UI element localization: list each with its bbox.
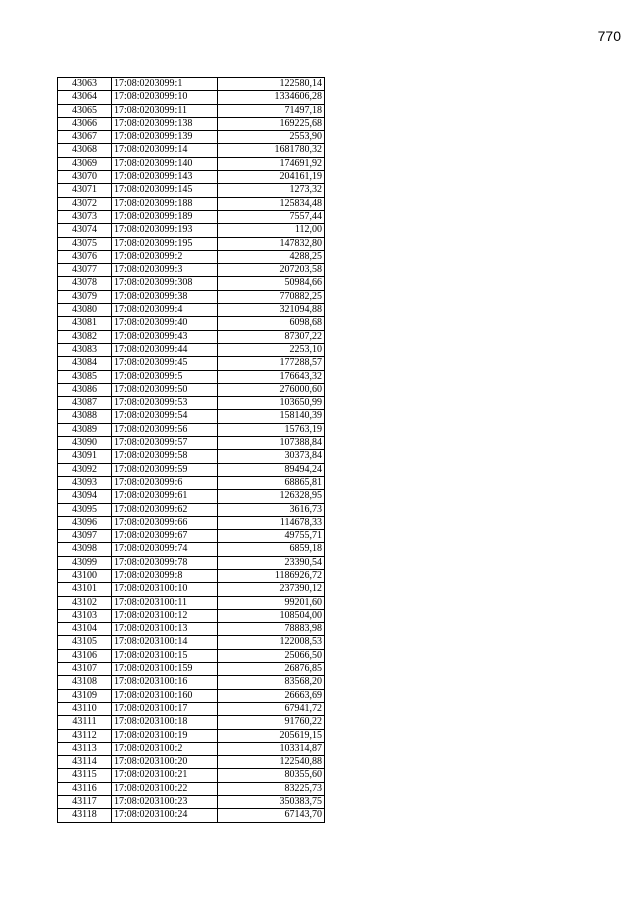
value-cell: 177288,57	[218, 357, 325, 370]
table-row	[58, 796, 325, 809]
value-cell: 108504,00	[218, 609, 325, 622]
value-cell: 204161,19	[218, 171, 325, 184]
cadastral-number-cell: 17:08:0203100:21	[112, 769, 218, 782]
value-cell: 26876,85	[218, 663, 325, 676]
cadastral-number-cell: 17:08:0203100:11	[112, 596, 218, 609]
row-number-cell: 43084	[58, 357, 112, 370]
value-cell: 15763,19	[218, 423, 325, 436]
row-number-cell: 43068	[58, 144, 112, 157]
value-cell: 71497,18	[218, 104, 325, 117]
row-number-cell: 43074	[58, 224, 112, 237]
value-cell: 6859,18	[218, 543, 325, 556]
cadastral-number-cell: 17:08:0203099:5	[112, 370, 218, 383]
table-row	[58, 569, 325, 582]
value-cell: 321094,88	[218, 304, 325, 317]
cadastral-number-cell: 17:08:0203099:44	[112, 343, 218, 356]
page-number: 770	[597, 28, 621, 44]
table-row	[58, 397, 325, 410]
value-cell: 23390,54	[218, 556, 325, 569]
value-cell: 1273,32	[218, 184, 325, 197]
table-row	[58, 343, 325, 356]
table-row	[58, 144, 325, 157]
table-row	[58, 463, 325, 476]
row-number-cell: 43097	[58, 530, 112, 543]
value-cell: 83225,73	[218, 782, 325, 795]
table-row	[58, 716, 325, 729]
value-cell: 89494,24	[218, 463, 325, 476]
table-row	[58, 450, 325, 463]
cadastral-number-cell: 17:08:0203099:56	[112, 423, 218, 436]
cadastral-number-cell: 17:08:0203099:62	[112, 503, 218, 516]
table-row	[58, 117, 325, 130]
cadastral-number-cell: 17:08:0203100:10	[112, 583, 218, 596]
row-number-cell: 43066	[58, 117, 112, 130]
cadastral-number-cell: 17:08:0203099:10	[112, 91, 218, 104]
cadastral-number-cell: 17:08:0203099:4	[112, 304, 218, 317]
table-row	[58, 623, 325, 636]
row-number-cell: 43094	[58, 490, 112, 503]
value-cell: 3616,73	[218, 503, 325, 516]
cadastral-number-cell: 17:08:0203099:50	[112, 383, 218, 396]
cadastral-number-cell: 17:08:0203100:2	[112, 742, 218, 755]
value-cell: 103314,87	[218, 742, 325, 755]
row-number-cell: 43081	[58, 317, 112, 330]
cadastral-number-cell: 17:08:0203100:24	[112, 809, 218, 822]
value-cell: 237390,12	[218, 583, 325, 596]
table-row	[58, 490, 325, 503]
value-cell: 122540,88	[218, 756, 325, 769]
table-row	[58, 543, 325, 556]
cadastral-number-cell: 17:08:0203099:67	[112, 530, 218, 543]
value-cell: 1186926,72	[218, 569, 325, 582]
value-cell: 207203,58	[218, 264, 325, 277]
cadastral-number-cell: 17:08:0203099:66	[112, 516, 218, 529]
table-row	[58, 197, 325, 210]
row-number-cell: 43104	[58, 623, 112, 636]
table-row	[58, 729, 325, 742]
value-cell: 87307,22	[218, 330, 325, 343]
row-number-cell: 43105	[58, 636, 112, 649]
value-cell: 26663,69	[218, 689, 325, 702]
row-number-cell: 43091	[58, 450, 112, 463]
table-row	[58, 609, 325, 622]
value-cell: 30373,84	[218, 450, 325, 463]
value-cell: 169225,68	[218, 117, 325, 130]
table-row	[58, 184, 325, 197]
value-cell: 25066,50	[218, 649, 325, 662]
row-number-cell: 43088	[58, 410, 112, 423]
row-number-cell: 43089	[58, 423, 112, 436]
table-row	[58, 78, 325, 91]
row-number-cell: 43087	[58, 397, 112, 410]
row-number-cell: 43107	[58, 663, 112, 676]
table-row	[58, 530, 325, 543]
cadastral-number-cell: 17:08:0203099:188	[112, 197, 218, 210]
table-row	[58, 742, 325, 755]
cadastral-value-table	[57, 77, 325, 823]
cadastral-number-cell: 17:08:0203099:61	[112, 490, 218, 503]
value-cell: 125834,48	[218, 197, 325, 210]
row-number-cell: 43109	[58, 689, 112, 702]
value-cell: 350383,75	[218, 796, 325, 809]
row-number-cell: 43115	[58, 769, 112, 782]
table-row	[58, 437, 325, 450]
row-number-cell: 43103	[58, 609, 112, 622]
cadastral-number-cell: 17:08:0203100:12	[112, 609, 218, 622]
table-row	[58, 237, 325, 250]
row-number-cell: 43118	[58, 809, 112, 822]
row-number-cell: 43076	[58, 250, 112, 263]
row-number-cell: 43095	[58, 503, 112, 516]
value-cell: 174691,92	[218, 157, 325, 170]
value-cell: 1681780,32	[218, 144, 325, 157]
table-row	[58, 290, 325, 303]
cadastral-number-cell: 17:08:0203099:74	[112, 543, 218, 556]
cadastral-number-cell: 17:08:0203099:140	[112, 157, 218, 170]
cadastral-number-cell: 17:08:0203100:160	[112, 689, 218, 702]
value-cell: 68865,81	[218, 476, 325, 489]
value-cell: 2253,10	[218, 343, 325, 356]
row-number-cell: 43100	[58, 569, 112, 582]
row-number-cell: 43111	[58, 716, 112, 729]
table-row	[58, 210, 325, 223]
table-row	[58, 636, 325, 649]
row-number-cell: 43085	[58, 370, 112, 383]
table-body	[58, 78, 325, 823]
cadastral-number-cell: 17:08:0203099:145	[112, 184, 218, 197]
cadastral-number-cell: 17:08:0203100:159	[112, 663, 218, 676]
table-row	[58, 370, 325, 383]
row-number-cell: 43069	[58, 157, 112, 170]
row-number-cell: 43072	[58, 197, 112, 210]
row-number-cell: 43063	[58, 78, 112, 91]
cadastral-number-cell: 17:08:0203099:143	[112, 171, 218, 184]
row-number-cell: 43117	[58, 796, 112, 809]
value-cell: 147832,80	[218, 237, 325, 250]
row-number-cell: 43090	[58, 437, 112, 450]
table-row	[58, 171, 325, 184]
cadastral-number-cell: 17:08:0203100:20	[112, 756, 218, 769]
table-row	[58, 702, 325, 715]
cadastral-number-cell: 17:08:0203099:6	[112, 476, 218, 489]
row-number-cell: 43101	[58, 583, 112, 596]
value-cell: 176643,32	[218, 370, 325, 383]
value-cell: 4288,25	[218, 250, 325, 263]
cadastral-number-cell: 17:08:0203099:43	[112, 330, 218, 343]
cadastral-number-cell: 17:08:0203099:193	[112, 224, 218, 237]
row-number-cell: 43093	[58, 476, 112, 489]
row-number-cell: 43114	[58, 756, 112, 769]
cadastral-number-cell: 17:08:0203100:18	[112, 716, 218, 729]
table-row	[58, 357, 325, 370]
cadastral-number-cell: 17:08:0203099:40	[112, 317, 218, 330]
table-row	[58, 264, 325, 277]
table-row	[58, 689, 325, 702]
value-cell: 67143,70	[218, 809, 325, 822]
cadastral-number-cell: 17:08:0203099:308	[112, 277, 218, 290]
cadastral-number-cell: 17:08:0203099:57	[112, 437, 218, 450]
cadastral-number-cell: 17:08:0203099:45	[112, 357, 218, 370]
row-number-cell: 43075	[58, 237, 112, 250]
row-number-cell: 43078	[58, 277, 112, 290]
cadastral-number-cell: 17:08:0203099:14	[112, 144, 218, 157]
row-number-cell: 43099	[58, 556, 112, 569]
row-number-cell: 43082	[58, 330, 112, 343]
cadastral-number-cell: 17:08:0203100:15	[112, 649, 218, 662]
cadastral-number-cell: 17:08:0203100:13	[112, 623, 218, 636]
row-number-cell: 43073	[58, 210, 112, 223]
cadastral-number-cell: 17:08:0203100:19	[112, 729, 218, 742]
value-cell: 6098,68	[218, 317, 325, 330]
table-row	[58, 423, 325, 436]
table-row	[58, 330, 325, 343]
row-number-cell: 43070	[58, 171, 112, 184]
value-cell: 83568,20	[218, 676, 325, 689]
value-cell: 80355,60	[218, 769, 325, 782]
value-cell: 103650,99	[218, 397, 325, 410]
table-row	[58, 756, 325, 769]
value-cell: 49755,71	[218, 530, 325, 543]
value-cell: 50984,66	[218, 277, 325, 290]
table-row	[58, 503, 325, 516]
table-row	[58, 157, 325, 170]
cadastral-number-cell: 17:08:0203100:14	[112, 636, 218, 649]
cadastral-number-cell: 17:08:0203099:59	[112, 463, 218, 476]
cadastral-number-cell: 17:08:0203099:189	[112, 210, 218, 223]
cadastral-number-cell: 17:08:0203099:78	[112, 556, 218, 569]
row-number-cell: 43083	[58, 343, 112, 356]
table-row	[58, 676, 325, 689]
table-row	[58, 809, 325, 822]
value-cell: 112,00	[218, 224, 325, 237]
value-cell: 7557,44	[218, 210, 325, 223]
table-row	[58, 476, 325, 489]
value-cell: 114678,33	[218, 516, 325, 529]
value-cell: 122580,14	[218, 78, 325, 91]
cadastral-number-cell: 17:08:0203099:58	[112, 450, 218, 463]
cadastral-number-cell: 17:08:0203099:195	[112, 237, 218, 250]
table-row	[58, 649, 325, 662]
table-row	[58, 410, 325, 423]
value-cell: 122008,53	[218, 636, 325, 649]
cadastral-number-cell: 17:08:0203099:139	[112, 131, 218, 144]
value-cell: 126328,95	[218, 490, 325, 503]
row-number-cell: 43110	[58, 702, 112, 715]
cadastral-number-cell: 17:08:0203100:17	[112, 702, 218, 715]
table-row	[58, 224, 325, 237]
row-number-cell: 43092	[58, 463, 112, 476]
table-row	[58, 317, 325, 330]
value-cell: 1334606,28	[218, 91, 325, 104]
value-cell: 205619,15	[218, 729, 325, 742]
row-number-cell: 43080	[58, 304, 112, 317]
table-row	[58, 250, 325, 263]
cadastral-number-cell: 17:08:0203099:1	[112, 78, 218, 91]
row-number-cell: 43112	[58, 729, 112, 742]
table-row	[58, 304, 325, 317]
cadastral-number-cell: 17:08:0203099:2	[112, 250, 218, 263]
row-number-cell: 43064	[58, 91, 112, 104]
table-row	[58, 91, 325, 104]
row-number-cell: 43116	[58, 782, 112, 795]
value-cell: 91760,22	[218, 716, 325, 729]
row-number-cell: 43098	[58, 543, 112, 556]
cadastral-number-cell: 17:08:0203099:54	[112, 410, 218, 423]
row-number-cell: 43065	[58, 104, 112, 117]
value-cell: 78883,98	[218, 623, 325, 636]
table-row	[58, 663, 325, 676]
value-cell: 2553,90	[218, 131, 325, 144]
row-number-cell: 43096	[58, 516, 112, 529]
cadastral-number-cell: 17:08:0203100:22	[112, 782, 218, 795]
table-row	[58, 131, 325, 144]
table-row	[58, 383, 325, 396]
table-row	[58, 583, 325, 596]
value-cell: 67941,72	[218, 702, 325, 715]
table-row	[58, 516, 325, 529]
row-number-cell: 43108	[58, 676, 112, 689]
value-cell: 158140,39	[218, 410, 325, 423]
row-number-cell: 43102	[58, 596, 112, 609]
cadastral-number-cell: 17:08:0203099:8	[112, 569, 218, 582]
table-row	[58, 104, 325, 117]
table-row	[58, 769, 325, 782]
cadastral-number-cell: 17:08:0203099:3	[112, 264, 218, 277]
row-number-cell: 43106	[58, 649, 112, 662]
cadastral-number-cell: 17:08:0203099:38	[112, 290, 218, 303]
cadastral-number-cell: 17:08:0203100:23	[112, 796, 218, 809]
row-number-cell: 43077	[58, 264, 112, 277]
row-number-cell: 43113	[58, 742, 112, 755]
value-cell: 276000,60	[218, 383, 325, 396]
value-cell: 770882,25	[218, 290, 325, 303]
table-row	[58, 782, 325, 795]
value-cell: 99201,60	[218, 596, 325, 609]
table-row	[58, 556, 325, 569]
value-cell: 107388,84	[218, 437, 325, 450]
table-row	[58, 277, 325, 290]
cadastral-number-cell: 17:08:0203099:53	[112, 397, 218, 410]
cadastral-number-cell: 17:08:0203100:16	[112, 676, 218, 689]
table-row	[58, 596, 325, 609]
row-number-cell: 43086	[58, 383, 112, 396]
row-number-cell: 43067	[58, 131, 112, 144]
cadastral-number-cell: 17:08:0203099:138	[112, 117, 218, 130]
row-number-cell: 43079	[58, 290, 112, 303]
row-number-cell: 43071	[58, 184, 112, 197]
cadastral-number-cell: 17:08:0203099:11	[112, 104, 218, 117]
